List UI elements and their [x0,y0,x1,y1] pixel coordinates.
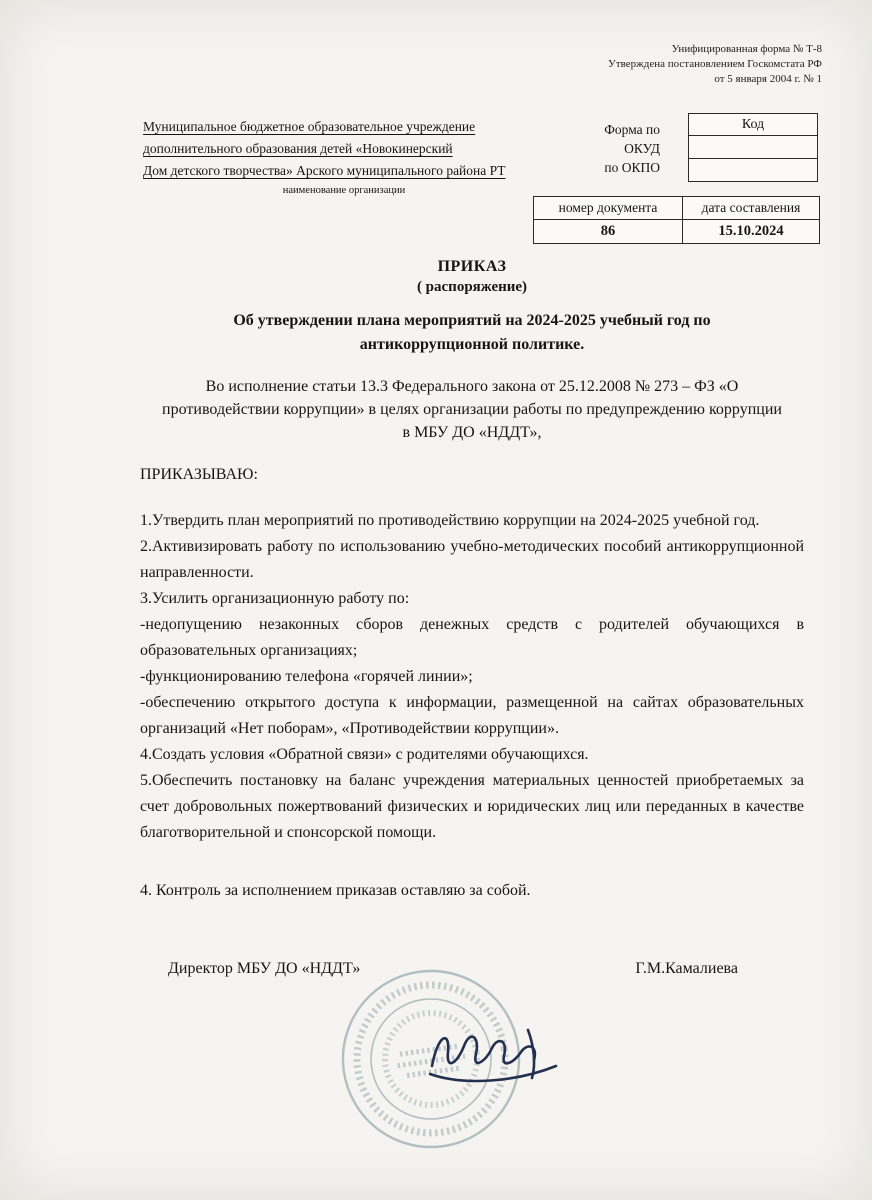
order-item-3-sub-2: -функционированию телефона «горячей линии»; [140,668,473,685]
order-items [140,508,804,846]
document-number-table [533,196,820,244]
organization-name-line-3: Дом детского творчества» Арского муниципального района РТ [143,163,506,178]
forma-po-label: Форма по [604,122,660,137]
doc-number-value: 86 [533,220,683,244]
control-paragraph: 4. Контроль за исполнением приказав оставляю за собой. [140,882,531,899]
order-item-3-sub-1: -недопущению незаконных сборов денежных средств с родителей обучающихся в образовательных организациях; [140,616,804,659]
organization-caption: наименование организации [282,185,406,196]
order-subject-line-2: антикоррупционной политике. [359,336,585,353]
organization-block [143,116,545,199]
organization-name-line-1: Муниципальное бюджетное образовательное учреждение [143,119,476,134]
form-reference [608,42,822,87]
form-reference-line-3: от 5 января 2004 г. № 1 [714,73,822,85]
doc-number-header: номер документа [533,196,683,220]
order-item-2: 2.Активизировать работу по использованию учебно-методических пособий антикоррупционной направленности. [140,538,804,581]
doc-date-value: 15.10.2024 [683,220,820,244]
signature-scribble [424,1016,564,1096]
order-title: ПРИКАЗ [437,258,507,275]
code-empty-cell-1 [688,136,818,159]
round-stamp [323,954,539,1165]
code-table [688,113,818,182]
order-subject-line-1: Об утверждении плана мероприятий на 2024-2025 учебный год по [233,312,711,329]
order-subtitle: ( распоряжение) [416,279,528,295]
order-item-5: 5.Обеспечить постановку на баланс учреждения материальных ценностей приобретаемых за счет добровольных пожертвований физических и юридических лиц или переданных в качестве благотворительной и спонсорской помощи. [140,772,804,841]
form-reference-line-2: Утверждена постановлением Госкомстата РФ [608,58,822,70]
code-empty-cell-2 [688,159,818,182]
order-item-1: 1.Утвердить план мероприятий по противодействию коррупции на 2024-2025 учебной год. [140,512,760,529]
order-item-3-sub-3: -обеспечению открытого доступа к информации, размещенной на сайтах образовательных организаций «Нет поборам», «Противодействии коррупции». [140,694,804,737]
order-subject [140,309,804,357]
order-item-4: 4.Создать условия «Обратной связи» с родителями обучающихся. [140,746,589,763]
signature-position: Директор МБУ ДО «НДДТ» [168,960,361,977]
signature-row [140,960,804,978]
doc-date-header: дата составления [683,196,820,220]
order-item-3: 3.Усилить организационную работу по: [140,590,410,607]
organization-name-line-2: дополнительного образования детей «Новокинерский [143,141,453,156]
okud-label: ОКУД [624,141,660,156]
document-body [140,258,804,978]
signature-name: Г.М.Камалиева [635,960,738,977]
intro-paragraph: Во исполнение статьи 13.3 Федерального закона от 25.12.2008 № 273 – ФЗ «О противодействии коррупции» в целях организации работы по предупреждению коррупции в МБУ ДО «НДДТ», [162,378,782,441]
form-code-labels [556,120,660,177]
form-reference-line-1: Унифицированная форма № Т-8 [671,43,822,55]
prikaz-heading: ПРИКАЗЫВАЮ: [140,466,258,483]
code-header-cell: Код [688,113,818,136]
okpo-label: по ОКПО [604,160,660,175]
